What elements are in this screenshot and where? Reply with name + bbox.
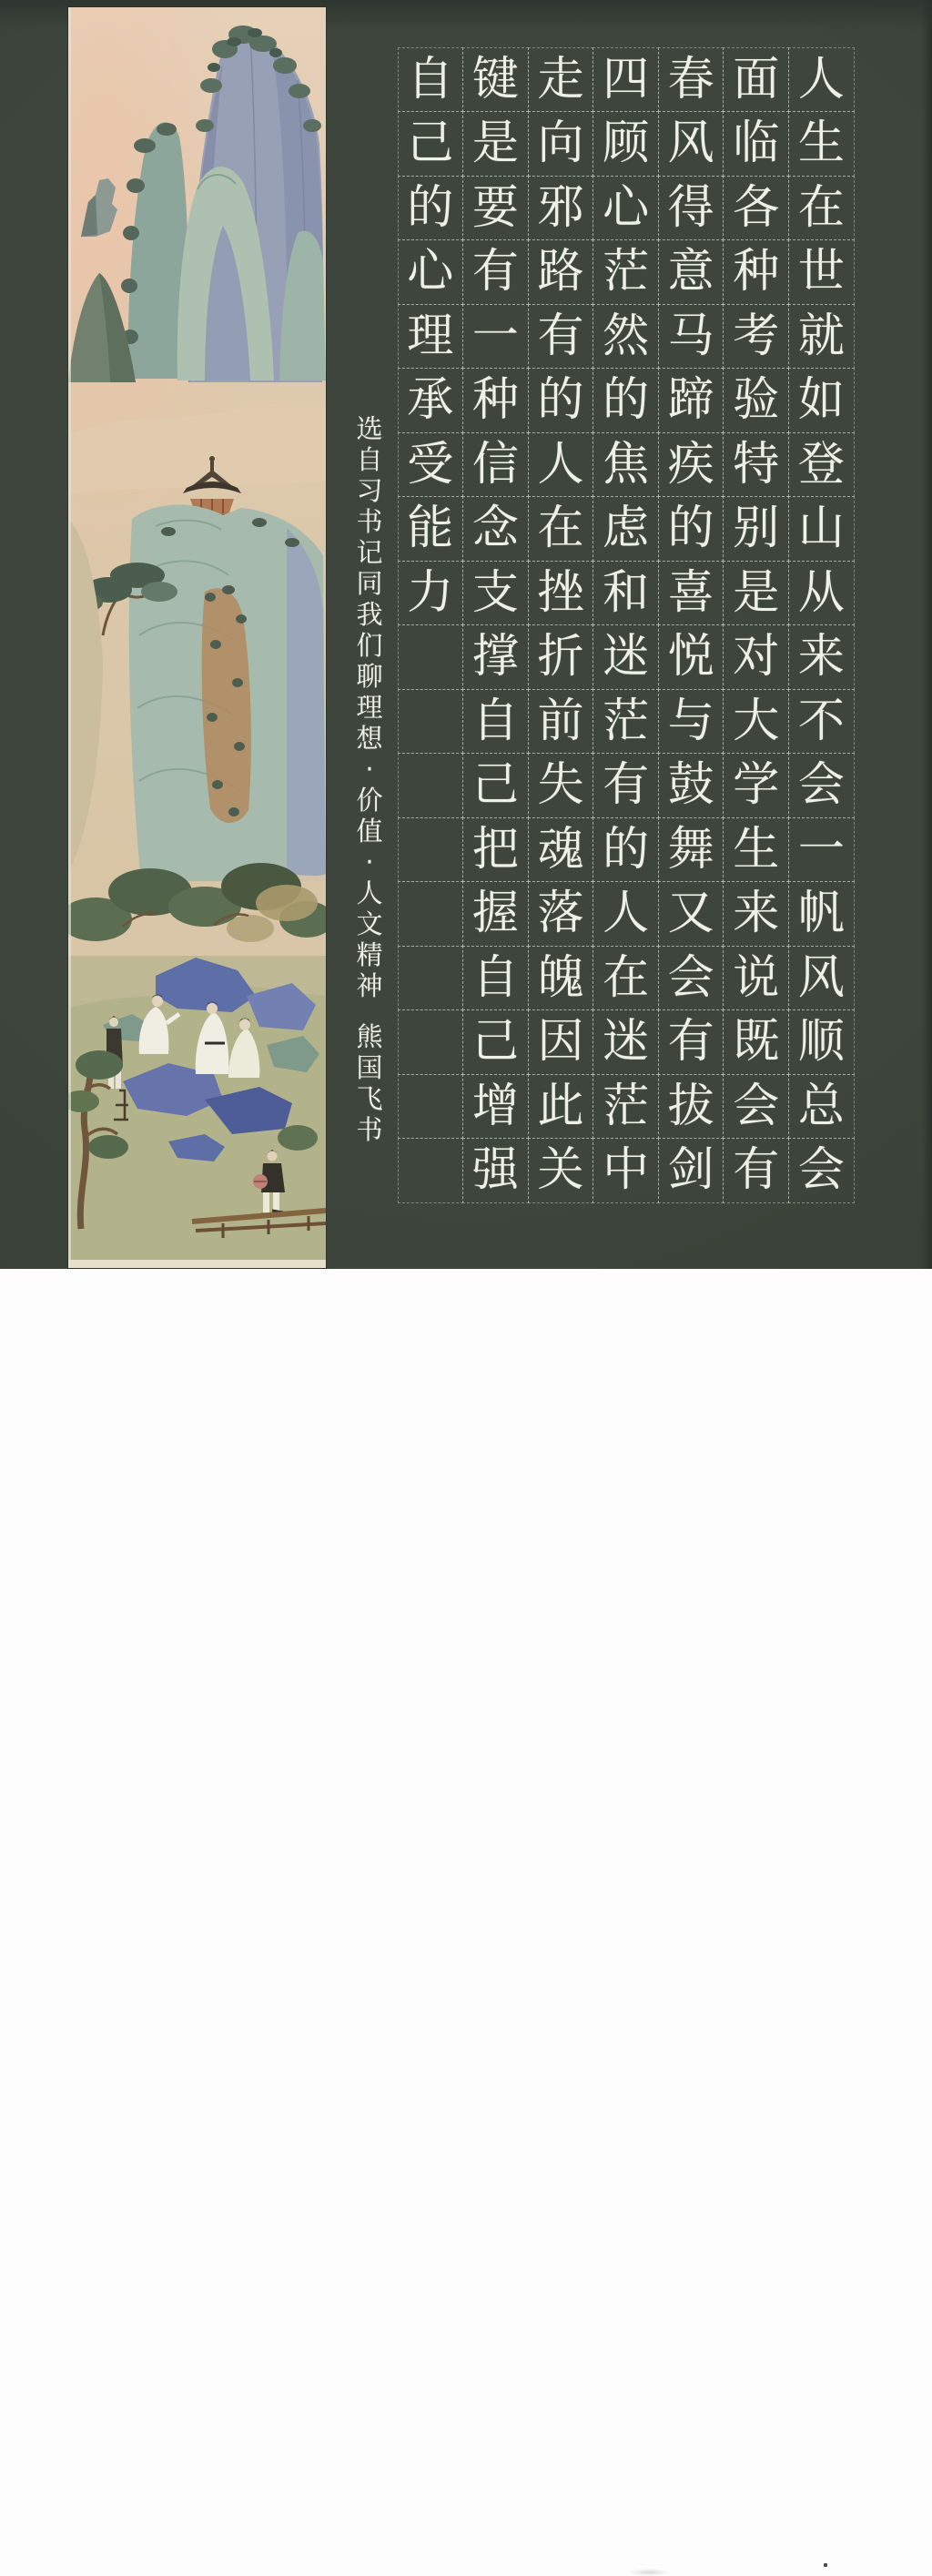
calligraphy-cell: 能 xyxy=(398,496,464,562)
calligraphy-cell: 自 xyxy=(398,47,464,113)
calligraphy-cell: 特 xyxy=(723,432,789,498)
calligraphy-cell: 茫 xyxy=(593,239,659,305)
calligraphy-cell: 不 xyxy=(788,689,855,755)
landscape-painting xyxy=(68,7,326,1268)
calligraphy-cell: 握 xyxy=(462,881,529,947)
calligraphy-cell: 在 xyxy=(788,176,855,241)
calligraphy-cell: 念 xyxy=(462,496,529,562)
calligraphy-cell: 剑 xyxy=(658,1138,724,1203)
central-cliff xyxy=(129,504,326,881)
calligraphy-cell: 总 xyxy=(788,1074,855,1140)
calligraphy-cell: 心 xyxy=(593,176,659,241)
colophon-char: 记 xyxy=(356,537,383,568)
calligraphy-cell: 关 xyxy=(528,1138,594,1203)
colophon-char: 聊 xyxy=(356,661,383,692)
colophon-char: 们 xyxy=(356,630,383,661)
calligraphy-cell: 迷 xyxy=(593,624,659,690)
calligraphy-cell: 大 xyxy=(723,689,789,755)
calligraphy-cell: 撑 xyxy=(462,624,529,690)
album-page xyxy=(0,0,932,1269)
calligraphy-cell xyxy=(398,817,464,883)
calligraphy-column-6 xyxy=(463,47,529,1202)
calligraphy-cell: 人 xyxy=(593,881,659,947)
calligraphy-cell: 然 xyxy=(593,304,659,370)
calligraphy-cell: 对 xyxy=(723,624,789,690)
colophon-char: 想 xyxy=(356,723,383,754)
calligraphy-cell: 焦 xyxy=(593,432,659,498)
calligraphy-cell: 有 xyxy=(658,1009,724,1075)
calligraphy-cell: 在 xyxy=(593,946,659,1011)
calligraphy-cell: 会 xyxy=(723,1074,789,1140)
calligraphy-cell: 疾 xyxy=(658,432,724,498)
calligraphy-cell: 别 xyxy=(723,496,789,562)
calligraphy-cell xyxy=(398,1009,464,1075)
calligraphy-cell: 会 xyxy=(788,753,855,818)
calligraphy-cell: 会 xyxy=(658,946,724,1011)
colophon-char: · xyxy=(365,847,374,877)
calligraphy-cell: 临 xyxy=(723,111,789,177)
painting-bottom-edge xyxy=(68,1260,326,1268)
calligraphy-cell: 在 xyxy=(528,496,594,562)
calligraphy-cell: 迷 xyxy=(593,1009,659,1075)
calligraphy-cell: 支 xyxy=(462,561,529,626)
calligraphy-cell: 己 xyxy=(462,753,529,818)
calligraphy-cell: 蹄 xyxy=(658,368,724,433)
signature-char: 熊 xyxy=(356,1021,383,1052)
signature-char: 飞 xyxy=(356,1083,383,1114)
calligraphy-cell: 面 xyxy=(723,47,789,113)
calligraphy-cell: 落 xyxy=(528,881,594,947)
calligraphy-cell: 登 xyxy=(788,432,855,498)
calligraphy-cell: 人 xyxy=(788,47,855,113)
painting-left-edge xyxy=(68,7,71,1268)
calligraphy-cell: 因 xyxy=(528,1009,594,1075)
calligraphy-cell: 喜 xyxy=(658,561,724,626)
calligraphy-cell: 虑 xyxy=(593,496,659,562)
calligraphy-cell xyxy=(398,1138,464,1203)
calligraphy-cell: 山 xyxy=(788,496,855,562)
calligraphy-cell: 有 xyxy=(462,239,529,305)
colophon-char: 习 xyxy=(356,475,383,506)
colophon-char: · xyxy=(365,754,374,785)
calligraphy-cell: 的 xyxy=(658,496,724,562)
calligraphy-cell: 前 xyxy=(528,689,594,755)
calligraphy-cell: 中 xyxy=(593,1138,659,1203)
calligraphy-cell: 茫 xyxy=(593,1074,659,1140)
calligraphy-cell: 一 xyxy=(462,304,529,370)
calligraphy-cell: 己 xyxy=(462,1009,529,1075)
calligraphy-cell: 验 xyxy=(723,368,789,433)
calligraphy-cell: 意 xyxy=(658,239,724,305)
page-mark xyxy=(824,2563,827,2567)
calligraphy-column-3 xyxy=(658,47,724,1202)
calligraphy-cell xyxy=(398,753,464,818)
calligraphy-cell xyxy=(398,946,464,1011)
calligraphy-cell xyxy=(398,1074,464,1140)
calligraphy-cell: 的 xyxy=(593,817,659,883)
calligraphy-cell: 失 xyxy=(528,753,594,818)
calligraphy-cell: 魄 xyxy=(528,946,594,1011)
calligraphy-column-5 xyxy=(528,47,593,1202)
calligraphy-cell: 强 xyxy=(462,1138,529,1203)
calligraphy-cell: 顾 xyxy=(593,111,659,177)
calligraphy-cell: 拔 xyxy=(658,1074,724,1140)
calligraphy-cell: 四 xyxy=(593,47,659,113)
calligraphy-cell: 折 xyxy=(528,624,594,690)
calligraphy-cell: 把 xyxy=(462,817,529,883)
calligraphy-cell: 顺 xyxy=(788,1009,855,1075)
calligraphy-cell: 的 xyxy=(593,368,659,433)
colophon-char: 同 xyxy=(356,568,383,599)
calligraphy-cell: 马 xyxy=(658,304,724,370)
calligraphy-column-1 xyxy=(789,47,855,1202)
calligraphy-cell: 是 xyxy=(723,561,789,626)
calligraphy-cell: 学 xyxy=(723,753,789,818)
calligraphy-cell: 种 xyxy=(723,239,789,305)
calligraphy-cell: 的 xyxy=(528,368,594,433)
calligraphy-cell xyxy=(398,689,464,755)
calligraphy-cell: 悦 xyxy=(658,624,724,690)
calligraphy-cell: 走 xyxy=(528,47,594,113)
calligraphy-cell: 有 xyxy=(593,753,659,818)
calligraphy-cell xyxy=(398,881,464,947)
calligraphy-cell: 魂 xyxy=(528,817,594,883)
calligraphy-cell: 此 xyxy=(528,1074,594,1140)
calligraphy-cell: 得 xyxy=(658,176,724,241)
calligraphy-cell: 有 xyxy=(723,1138,789,1203)
scan-margin xyxy=(0,1269,932,1318)
colophon-char: 自 xyxy=(356,444,383,475)
colophon-char: 精 xyxy=(356,939,383,970)
colophon-char: 我 xyxy=(356,599,383,630)
calligraphy-cell: 有 xyxy=(528,304,594,370)
calligraphy-cell: 说 xyxy=(723,946,789,1011)
calligraphy-cell: 各 xyxy=(723,176,789,241)
colophon-column xyxy=(347,413,392,1145)
colophon-char: 人 xyxy=(356,877,383,908)
calligraphy-cell: 人 xyxy=(528,432,594,498)
landscape-painting-svg xyxy=(68,7,326,1268)
calligraphy-cell: 承 xyxy=(398,368,464,433)
calligraphy-cell: 既 xyxy=(723,1009,789,1075)
colophon-char: 理 xyxy=(356,692,383,723)
calligraphy-cell: 己 xyxy=(398,111,464,177)
calligraphy-cell: 来 xyxy=(788,624,855,690)
calligraphy-cell: 键 xyxy=(462,47,529,113)
calligraphy-cell: 是 xyxy=(462,111,529,177)
calligraphy-cell: 的 xyxy=(398,176,464,241)
lower-scene xyxy=(68,863,326,1268)
calligraphy-cell: 自 xyxy=(462,946,529,1011)
calligraphy-cell: 自 xyxy=(462,689,529,755)
colophon-char: 选 xyxy=(356,413,383,444)
scan-smudge xyxy=(628,2569,670,2576)
calligraphy-cell: 信 xyxy=(462,432,529,498)
colophon-char: 文 xyxy=(356,908,383,939)
calligraphy-cell: 增 xyxy=(462,1074,529,1140)
calligraphy-cell: 与 xyxy=(658,689,724,755)
calligraphy-column-2 xyxy=(724,47,789,1202)
calligraphy-cell: 风 xyxy=(788,946,855,1011)
calligraphy-cell: 路 xyxy=(528,239,594,305)
calligraphy-cell: 风 xyxy=(658,111,724,177)
calligraphy-cell: 舞 xyxy=(658,817,724,883)
calligraphy-cell: 鼓 xyxy=(658,753,724,818)
calligraphy-cell: 来 xyxy=(723,881,789,947)
calligraphy-cell: 理 xyxy=(398,304,464,370)
calligraphy-cell: 生 xyxy=(788,111,855,177)
calligraphy-cell: 种 xyxy=(462,368,529,433)
calligraphy-cell: 向 xyxy=(528,111,594,177)
calligraphy-column-4 xyxy=(593,47,659,1202)
signature-char: 国 xyxy=(356,1052,383,1083)
colophon-char: 书 xyxy=(356,506,383,537)
calligraphy-cell: 从 xyxy=(788,561,855,626)
calligraphy-cell: 会 xyxy=(788,1138,855,1203)
colophon-char: 价 xyxy=(356,785,383,816)
calligraphy-cell: 一 xyxy=(788,817,855,883)
calligraphy-cell: 要 xyxy=(462,176,529,241)
calligraphy-cell: 茫 xyxy=(593,689,659,755)
calligraphy-cell: 力 xyxy=(398,561,464,626)
calligraphy-cell: 心 xyxy=(398,239,464,305)
calligraphy-column-7 xyxy=(398,47,463,1202)
calligraphy-cell: 就 xyxy=(788,304,855,370)
colophon-char: 值 xyxy=(356,816,383,847)
calligraphy-cell: 和 xyxy=(593,561,659,626)
calligraphy-cell: 如 xyxy=(788,368,855,433)
calligraphy-cell xyxy=(398,624,464,690)
calligraphy-cell: 春 xyxy=(658,47,724,113)
calligraphy-cell: 考 xyxy=(723,304,789,370)
calligraphy-cell: 生 xyxy=(723,817,789,883)
calligraphy-grid xyxy=(398,47,854,1202)
calligraphy-cell: 又 xyxy=(658,881,724,947)
colophon-char: 神 xyxy=(356,970,383,1001)
calligraphy-cell: 帆 xyxy=(788,881,855,947)
calligraphy-cell: 邪 xyxy=(528,176,594,241)
calligraphy-cell: 受 xyxy=(398,432,464,498)
calligraphy-cell: 挫 xyxy=(528,561,594,626)
signature-char: 书 xyxy=(356,1114,383,1145)
calligraphy-cell: 世 xyxy=(788,239,855,305)
